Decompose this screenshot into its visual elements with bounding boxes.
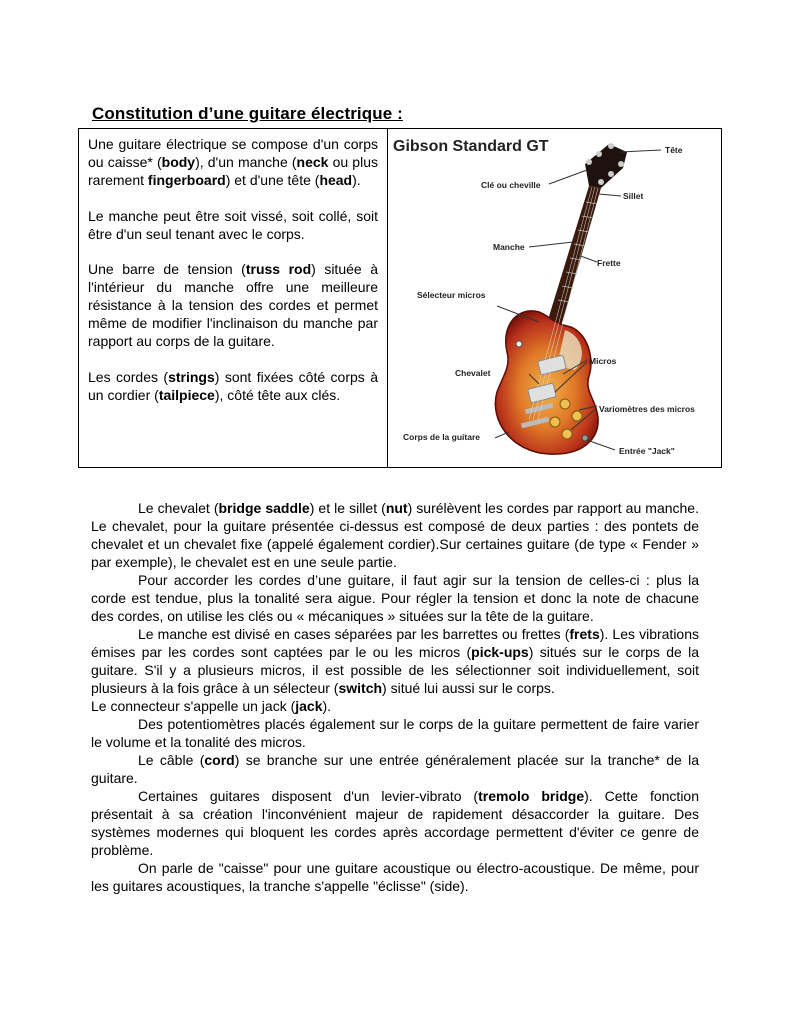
paragraph bbox=[88, 208, 378, 244]
text-run: ) située à l'intérieur du manche offre une meilleure résistance à la tension des cordes et permet même de modifier l'inclinaison du manche par rapport au corps de la guitare. bbox=[88, 261, 378, 349]
body-text bbox=[91, 499, 699, 895]
paragraph bbox=[88, 136, 378, 190]
bold-term: tremolo bridge bbox=[478, 788, 585, 804]
bold-term: strings bbox=[168, 368, 215, 385]
text-run: ) surélèvent les cordes par rapport au manche. Le chevalet, pour la guitare présentée ci-dessus est composé de deux parties : des pontets de chevalet et un chevalet fixe (appelé également cordier).Sur certaines guitare (de type « Fender » par exemple), le chevalet est en une seule partie. bbox=[91, 500, 699, 570]
text-run: ), d'un manche ( bbox=[195, 153, 297, 170]
bold-term: bridge saddle bbox=[218, 500, 310, 516]
paragraph bbox=[91, 751, 699, 787]
paragraph bbox=[91, 715, 699, 751]
text-run: ) situés sur le corps de la guitare. S'il y a plusieurs micros, il est possible de les sélectionner soit individuellement, soit plusieurs à la fois grâce à un sélecteur ( bbox=[91, 644, 699, 696]
label-micros: Micros bbox=[589, 356, 617, 366]
label-selecteur: Sélecteur micros bbox=[417, 290, 486, 300]
label-manche: Manche bbox=[493, 242, 525, 252]
intro-table bbox=[78, 128, 722, 468]
text-run: Une barre de tension ( bbox=[88, 261, 246, 278]
paragraph bbox=[91, 571, 699, 625]
label-tete: Tête bbox=[665, 145, 683, 155]
guitar-figure bbox=[389, 130, 722, 467]
bold-term: pick-ups bbox=[471, 644, 529, 660]
label-cle: Clé ou cheville bbox=[481, 180, 541, 190]
body-icon bbox=[495, 311, 598, 454]
label-chevalet: Chevalet bbox=[455, 368, 491, 378]
text-run: ). bbox=[352, 171, 361, 188]
headstock-icon bbox=[585, 143, 627, 188]
text-run: ) se branche sur une entrée généralement placée sur la tranche* de la guitare. bbox=[91, 752, 699, 786]
text-run: ) et le sillet ( bbox=[309, 500, 386, 516]
text-run: ). Cette fonction présentait à sa création l'inconvénient majeur de rapidement désaccorder la guitare. Des systèmes modernes qui bloquent les cordes après accordage permettent d'éviter ce genre de problème. bbox=[91, 788, 700, 858]
paragraph bbox=[91, 697, 699, 715]
bold-term: frets bbox=[569, 626, 600, 642]
text-run: Pour accorder les cordes d’une guitare, il faut agir sur la tension de celles-ci : plus la corde est tendue, plus la tonalité sera aigue. Pour régler la tension et donc la note de chacune des cordes, on utilise les clés ou « mécaniques » situées sur la tête de la guitare. bbox=[91, 572, 699, 624]
bold-term: truss rod bbox=[245, 261, 312, 278]
text-run: ou plus rarement bbox=[88, 153, 378, 188]
paragraph bbox=[91, 499, 699, 571]
paragraph bbox=[91, 625, 699, 697]
guitar-diagram bbox=[389, 130, 722, 467]
text-run: Une guitare électrique se compose d'un corps ou caisse* ( bbox=[88, 136, 378, 170]
label-frette: Frette bbox=[597, 258, 621, 268]
bold-term: cord bbox=[204, 752, 235, 768]
label-sillet: Sillet bbox=[623, 191, 644, 201]
text-run: Le connecteur s'appelle un jack ( bbox=[91, 698, 296, 714]
text-run: ). bbox=[322, 698, 332, 714]
paragraph bbox=[88, 261, 378, 351]
text-run: ), côté tête aux clés. bbox=[214, 386, 341, 403]
bold-term: body bbox=[161, 153, 196, 170]
text-run: On parle de "caisse" pour une guitare acoustique ou électro-acoustique. De même, pour les guitares acoustiques, la tranche s'appelle "éclisse" (side). bbox=[91, 860, 699, 894]
intro-text-cell bbox=[88, 136, 378, 422]
selector-switch-icon bbox=[516, 341, 522, 347]
bold-term: switch bbox=[338, 680, 383, 696]
text-run: Certaines guitares disposent d'un levier-vibrato ( bbox=[138, 788, 479, 804]
text-run: Le manche est divisé en cases séparées par les barrettes ou frettes ( bbox=[138, 626, 570, 642]
text-run: Le manche peut être soit vissé, soit collé, soit être d'un seul tenant avec le corps. bbox=[88, 207, 378, 242]
text-run: ). Les vibrations émises par les cordes sont captées par le ou les micros ( bbox=[91, 626, 700, 660]
text-run: ) sont fixées côté corps à un cordier ( bbox=[88, 368, 378, 403]
text-run: Des potentiomètres placés également sur le corps de la guitare permettent de faire varier le volume et la tonalité des micros. bbox=[91, 716, 699, 750]
cell-divider bbox=[387, 129, 388, 467]
paragraph bbox=[88, 369, 378, 405]
label-variometres: Variomètres des micros bbox=[599, 404, 695, 414]
bold-term: head bbox=[319, 171, 353, 188]
figure-heading: Gibson Standard GT bbox=[393, 138, 549, 155]
paragraph bbox=[91, 859, 699, 895]
bold-term: tailpiece bbox=[158, 386, 215, 403]
bold-term: jack bbox=[295, 698, 323, 714]
text-run: Le câble ( bbox=[138, 752, 205, 768]
paragraph bbox=[91, 787, 699, 859]
text-run: Les cordes ( bbox=[88, 368, 169, 385]
text-run: ) situé lui aussi sur le corps. bbox=[382, 680, 555, 696]
text-run: ) et d'une tête ( bbox=[225, 171, 320, 188]
label-corps: Corps de la guitare bbox=[403, 432, 480, 442]
bold-term: nut bbox=[385, 500, 408, 516]
text-run: Le chevalet ( bbox=[138, 500, 219, 516]
bold-term: neck bbox=[296, 153, 329, 170]
bold-term: fingerboard bbox=[147, 171, 226, 188]
label-jack: Entrée "Jack" bbox=[619, 446, 675, 456]
page-title: Constitution d’une guitare électrique : bbox=[92, 104, 403, 123]
